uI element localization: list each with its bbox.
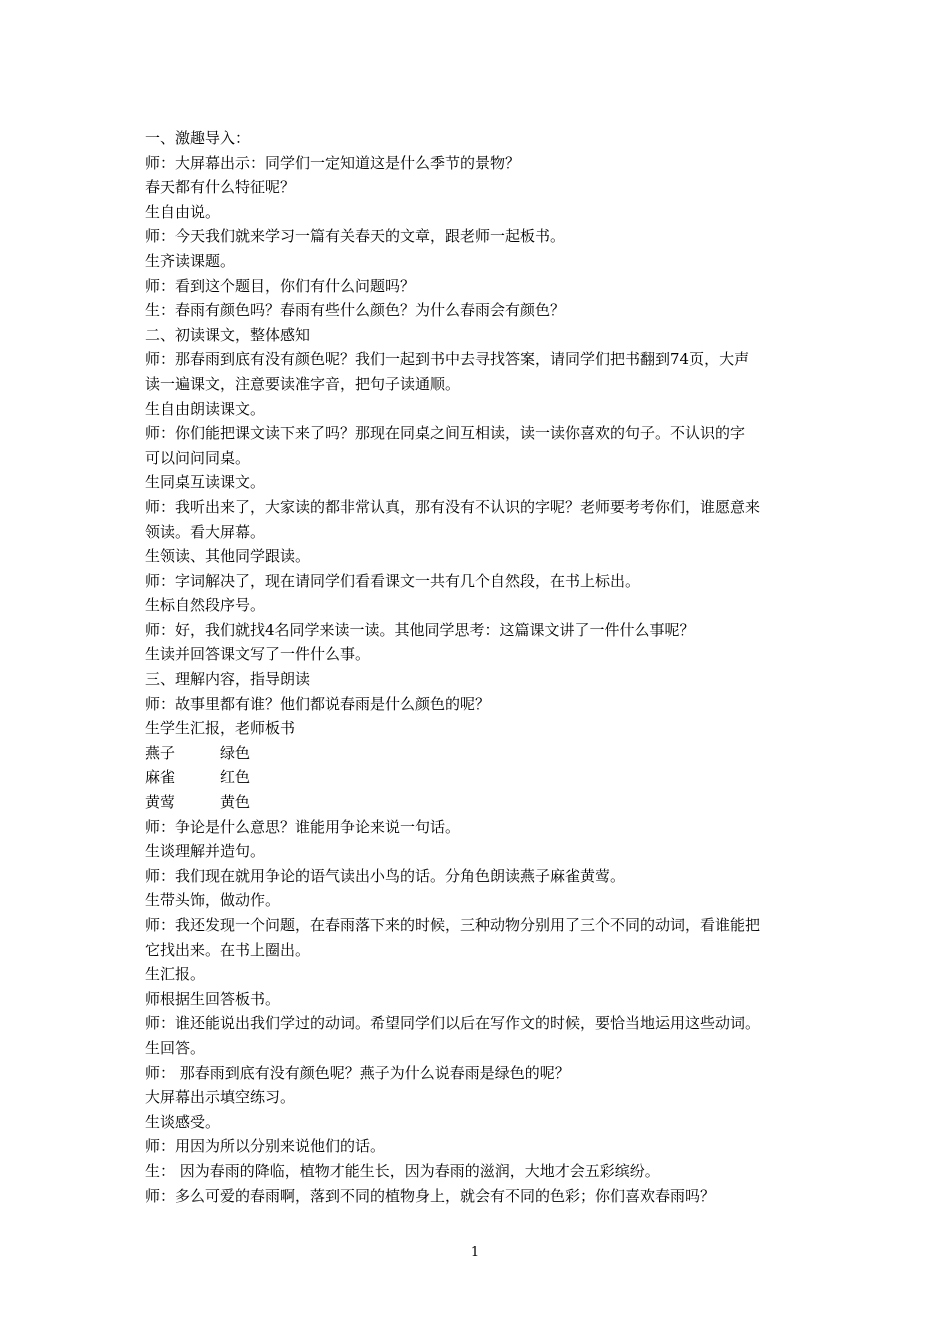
text-line: 生谈理解并造句。 [145,842,266,861]
bird-color: 黄色 [220,793,251,812]
text-line: 读一遍课文，注意要读准字音，把句子读通顺。 [145,374,461,393]
text-line: 生回答。 [145,1038,206,1057]
bird-name: 黄莺 [145,793,176,812]
bird-name: 麻雀 [145,768,176,787]
text-line: 三、理解内容，指导朗读 [145,670,311,689]
text-line: 生学生汇报，老师板书 [145,719,296,738]
bird-color-list [145,741,810,815]
text-line: 师：多么可爱的春雨啊，落到不同的植物身上，就会有不同的色彩；你们喜欢春雨吗？ [145,1186,716,1205]
bird-color: 绿色 [220,743,251,762]
text-line: 领读。看大屏幕。 [145,522,266,541]
text-line: 二、初读课文，整体感知 [145,325,311,344]
text-line: 大屏幕出示填空练习。 [145,1088,296,1107]
text-line: 师：大屏幕出示：同学们一定知道这是什么季节的景物？ [145,153,521,172]
text-line: 它找出来。在书上圈出。 [145,940,311,959]
text-line: 生齐读课题。 [145,251,236,270]
bird-name: 燕子 [145,743,176,762]
text-line: 生领读、其他同学跟读。 [145,547,311,566]
text-line: 生汇报。 [145,965,206,984]
text-line: 师：那春雨到底有没有颜色呢？我们一起到书中去寻找答案，请同学们把书翻到74页，大声 [145,350,750,369]
text-line: 师：谁还能说出我们学过的动词。希望同学们以后在写作文的时候，要恰当地运用这些动词。 [145,1014,761,1033]
text-line: 师：字词解决了，现在请同学们看看课文一共有几个自然段，在书上标出。 [145,571,641,590]
text-line: 师根据生回答板书。 [145,989,281,1008]
text-line: 一、激趣导入： [145,129,251,147]
text-line: 师：用因为所以分别来说他们的话。 [145,1137,386,1156]
text-line: 师：我还发现一个问题，在春雨落下来的时候，三种动物分别用了三个不同的动词，看谁能把 [145,916,761,934]
document-body [145,126,810,1208]
bird-row [145,741,810,766]
text-line: 生同桌互读课文。 [145,473,266,492]
text-line: 生谈感受。 [145,1112,221,1131]
text-line: 师：今天我们就来学习一篇有关春天的文章，跟老师一起板书。 [145,227,566,246]
text-section-1 [145,126,810,741]
text-line: 师： 那春雨到底有没有颜色呢？燕子为什么说春雨是绿色的呢？ [145,1063,570,1082]
text-line: 春天都有什么特征呢？ [145,178,296,197]
bird-row [145,765,810,790]
text-line: 生标自然段序号。 [145,596,266,615]
text-line: 生带头饰，做动作。 [145,891,281,910]
text-line: 生自由朗读课文。 [145,399,266,418]
text-line: 可以问问同桌。 [145,448,251,467]
bird-row [145,790,810,815]
text-line: 生：春雨有颜色吗？春雨有些什么颜色？为什么春雨会有颜色？ [145,301,566,320]
page-number: 1 [470,1245,480,1260]
text-line: 师：故事里都有谁？他们都说春雨是什么颜色的呢？ [145,694,491,713]
bird-color: 红色 [220,768,251,787]
text-line: 师：争论是什么意思？谁能用争论来说一句话。 [145,817,461,836]
text-line: 师：你们能把课文读下来了吗？那现在同桌之间互相读，读一读你喜欢的句子。不认识的字 [145,424,746,443]
text-line: 师：好，我们就找4名同学来读一读。其他同学思考：这篇课文讲了一件什么事呢？ [145,620,695,639]
text-line: 师：我们现在就用争论的语气读出小鸟的话。分角色朗读燕子麻雀黄莺。 [145,866,626,885]
text-line: 生读并回答课文写了一件什么事。 [145,645,371,664]
text-section-2 [145,815,810,1209]
text-line: 师：看到这个题目，你们有什么问题吗？ [145,276,416,295]
text-line: 师：我听出来了，大家读的都非常认真，那有没有不认识的字呢？老师要考考你们，谁愿意来 [145,497,761,516]
text-line: 生： 因为春雨的降临，植物才能生长，因为春雨的滋润，大地才会五彩缤纷。 [145,1161,660,1180]
text-line: 生自由说。 [145,202,221,221]
